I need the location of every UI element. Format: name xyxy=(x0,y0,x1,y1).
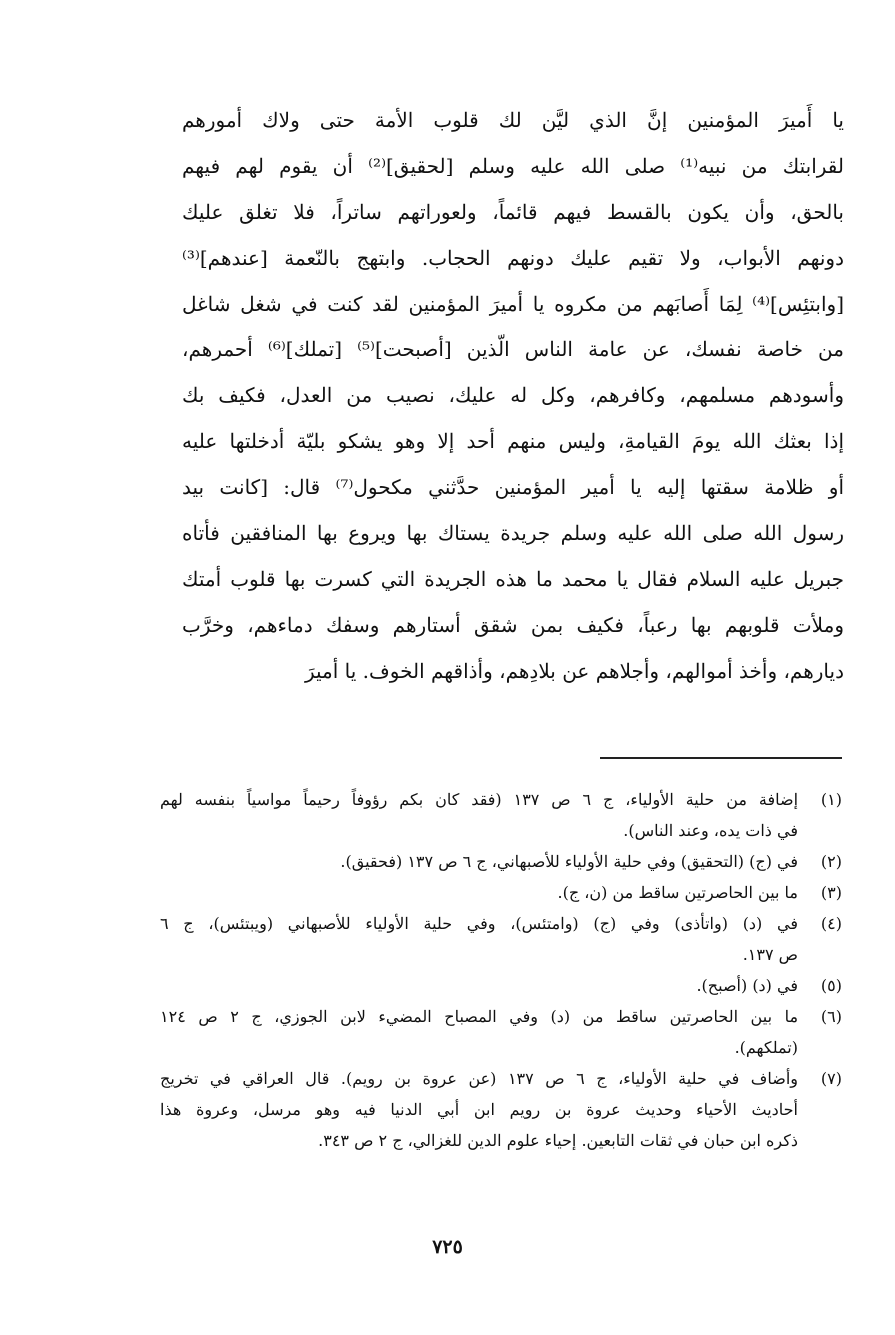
footnote-2 xyxy=(160,846,842,877)
footnote-number: (٣) xyxy=(820,883,842,902)
footnote-number: (٥) xyxy=(820,976,842,995)
footnote-line: ما بين الحاصرتين ساقط من (ن، ج). xyxy=(557,883,798,902)
main-text-line: دونهم الأبواب، ولا تقيم عليك دونهم الحجاب. وابتهج بالنّعمة [عندهم]⁽³⁾ xyxy=(182,245,844,270)
footnote-1 xyxy=(160,784,842,846)
footnote-line: ص ١٣٧. xyxy=(742,945,798,964)
main-text xyxy=(182,98,844,695)
main-text-line: يا أَميرَ المؤمنين إنَّ الذي ليَّن لك قلوب الأمة حتى ولاك أمورهم xyxy=(182,108,844,132)
footnote-line: وأضاف في حلية الأولياء، ج ٦ ص ١٣٧ (عن عروة بن رويم). قال العراقي في تخريج xyxy=(160,1069,798,1088)
footnote-line: في (د) (أصبح). xyxy=(696,976,798,995)
footnote-6 xyxy=(160,1001,842,1063)
footnote-line: في (ج) (التحقيق) وفي حلية الأولياء للأصبهاني، ج ٦ ص ١٣٧ (فحقيق). xyxy=(340,852,798,871)
footnote-line: أحاديث الأحياء وحديث عروة بن رويم ابن أبي الدنيا فيه وهو مرسل، وعروة هذا xyxy=(160,1100,798,1119)
main-text-line: بالحق، وأن يكون بالقسط فيهم قائماً، ولعوراتهم ساتراً، فلا تغلق عليك xyxy=(182,199,844,224)
footnote-number: (٦) xyxy=(820,1007,842,1026)
footnote-line: ذكره ابن حبان في ثقات التابعين. إحياء علوم الدين للغزالي، ج ٢ ص ٣٤٣. xyxy=(318,1131,798,1150)
footnote-line: في ذات يده، وعند الناس). xyxy=(623,821,798,840)
main-text-line: وأسودهم مسلمهم، وكافرهم، وكل له عليك، نصيب من العدل، فكيف بك xyxy=(182,383,844,408)
footnote-line: إضافة من حلية الأولياء، ج ٦ ص ١٣٧ (فقد كان بكم رؤوفاً رحيماً مواسياً بنفسه لهم xyxy=(160,790,798,809)
main-text-line: إذا بعثك الله يومَ القيامةِ، وليس منهم أحد إلا وهو يشكو بليّة أدخلتها عليه xyxy=(182,429,844,454)
footnote-line: (تملكهم). xyxy=(734,1038,798,1057)
footnote-number: (١) xyxy=(820,790,842,809)
footnote-separator xyxy=(600,757,842,759)
main-text-line: وملأت قلوبهم بها رعباً، فكيف بمن شقق أستارهم وسفك دماءهم، وخرَّب xyxy=(182,612,844,637)
footnotes xyxy=(160,784,842,1156)
main-text-line: لقرابتك من نبيه⁽¹⁾ صلى الله عليه وسلم [لحقيق]⁽²⁾ أن يقوم لهم فيهم xyxy=(182,153,844,178)
main-text-line: ديارهم، وأخذ أموالهم، وأجلاهم عن بلادِهم، وأذاقهم الخوف. يا أميرَ xyxy=(304,658,844,683)
footnote-line: في (د) (واتأذى) وفي (ج) (وامتئس)، وفي حلية الأولياء للأصبهاني (ويبتئس)، ج ٦ xyxy=(160,914,798,933)
footnote-4 xyxy=(160,908,842,970)
page-number: ٧٢٥ xyxy=(432,1236,463,1258)
footnote-number: (٤) xyxy=(820,914,842,933)
footnote-line: ما بين الحاصرتين ساقط من (د) وفي المصباح المضيء لابن الجوزي، ج ٢ ص ١٢٤ xyxy=(160,1007,798,1026)
footnote-3 xyxy=(160,877,842,908)
footnote-number: (٧) xyxy=(820,1069,842,1088)
main-text-line: [وابتئِس]⁽⁴⁾ لِمَا أَصابَهم من مكروه يا أميرَ المؤمنين لقد كنت في شغل شاغل xyxy=(182,291,844,316)
main-text-line: من خاصة نفسك، عن عامة الناس الّذين [أصبحت]⁽⁵⁾ [تملك]⁽⁶⁾ أحمرهم، xyxy=(182,337,844,362)
main-text-line: جبريل عليه السلام فقال يا محمد ما هذه الجريدة التي كسرت بها قلوب أمتك xyxy=(182,566,844,591)
main-text-line: رسول الله صلى الله عليه وسلم جريدة يستاك بها ويروع بها المنافقين فأتاه xyxy=(182,521,844,546)
footnote-number: (٢) xyxy=(820,852,842,871)
footnote-5 xyxy=(160,970,842,1001)
main-text-line: أو ظلامة سقتها إليه يا أمير المؤمنين حدَّثني مكحول⁽⁷⁾ قال: [كانت بيد xyxy=(182,475,844,500)
footnote-7 xyxy=(160,1063,842,1156)
